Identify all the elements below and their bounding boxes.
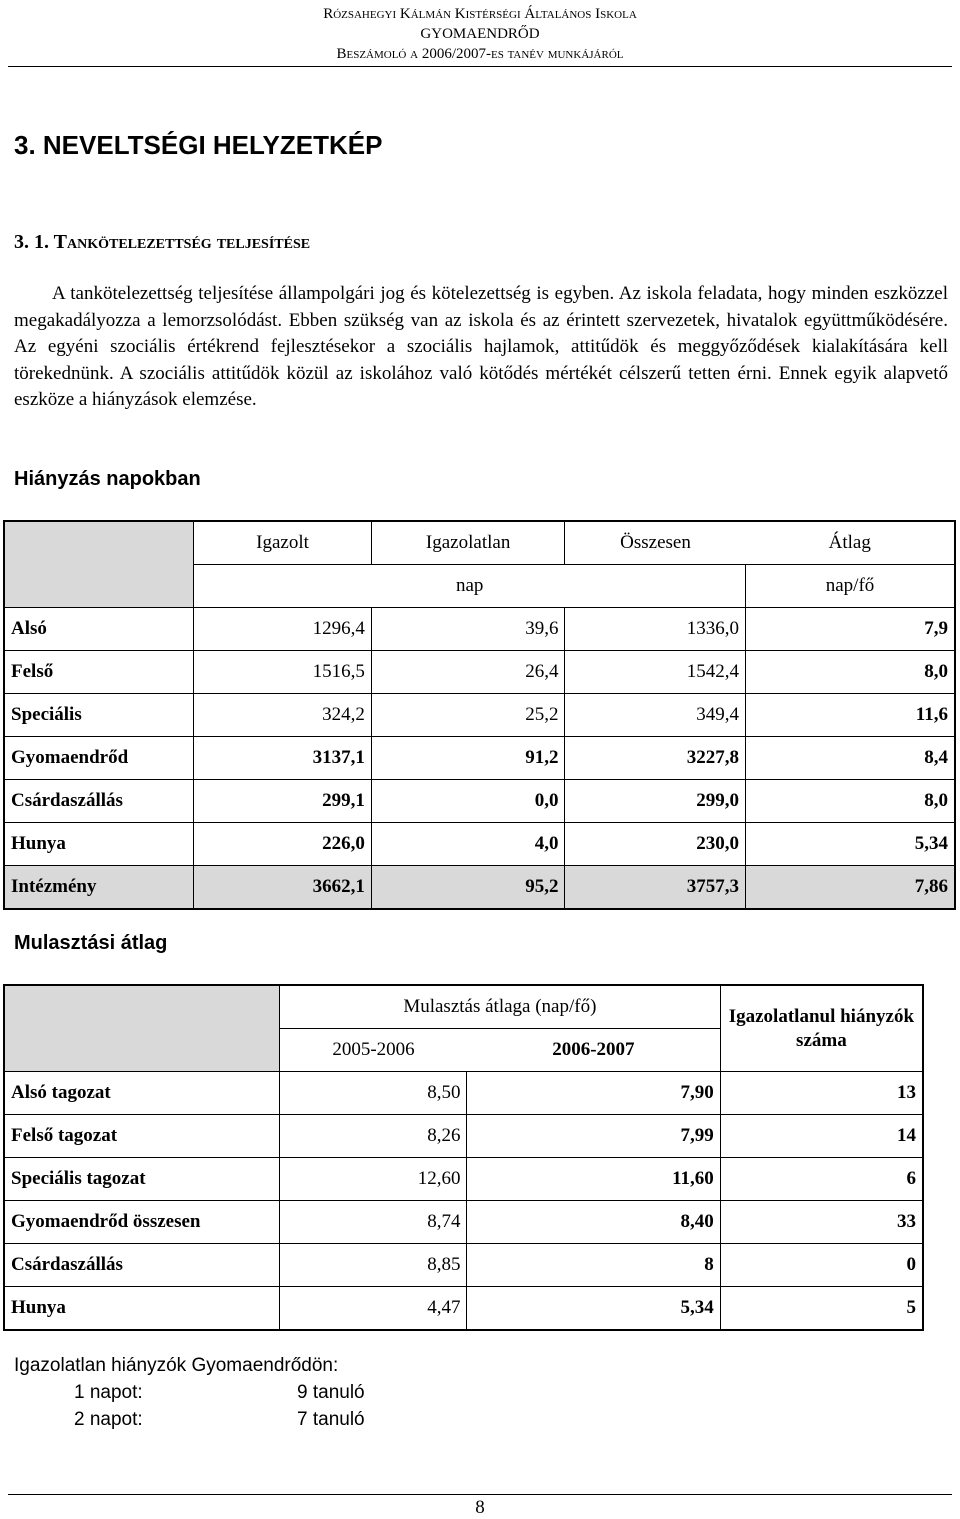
cell-2005-2006: 8,26	[279, 1115, 467, 1158]
cell-igazolt: 1296,4	[194, 608, 372, 651]
unit-header-nap-fo: nap/fő	[746, 565, 955, 608]
cell-2005-2006: 8,85	[279, 1244, 467, 1287]
cell-osszesen: 3227,8	[565, 737, 746, 780]
list-item	[14, 1406, 365, 1433]
cell-2006-2007: 11,60	[467, 1158, 720, 1201]
cell-atlag: 7,9	[746, 608, 955, 651]
row-label: Intézmény	[4, 866, 194, 910]
row-label: Hunya	[4, 823, 194, 866]
table-row	[4, 651, 955, 694]
absence-days-table	[3, 520, 956, 910]
row-label: Csárdaszállás	[4, 1244, 279, 1287]
intro-paragraph-text: A tankötelezettség teljesítése állampolgári jog és kötelezettség is egyben. Az iskola feladata, hogy minden eszközzel megakadályozza a lemorzsolódást. Ebben szükség van az iskola és az érintett szervezetek, hivatalok együttműködésére. Az egyéni szociális értékrend fejlesztésekor a szociális hajlamok, attitűdök és meggyőződések kialakítására kell törekednünk. A szociális attitűdök közül az iskolához való kötődés mértékét célszerű tetten érni. Ennek egyik alapvető eszköze a hiányzások elemzése.	[14, 283, 948, 410]
group-header: Mulasztás átlaga (nap/fő)	[403, 996, 597, 1017]
table-row	[4, 1158, 923, 1201]
absence-average-table	[3, 984, 924, 1331]
cell-osszesen: 1542,4	[565, 651, 746, 694]
row-label: Felső	[4, 651, 194, 694]
note-item-key: 1 napot:	[74, 1382, 143, 1403]
year-header-2006-2007: 2006-2007	[467, 1029, 720, 1072]
table-row	[4, 1115, 923, 1158]
cell-unexcused-count: 13	[720, 1072, 923, 1115]
cell-atlag: 8,0	[746, 651, 955, 694]
cell-igazolt: 226,0	[194, 823, 372, 866]
cell-2006-2007: 8,40	[467, 1201, 720, 1244]
col-header-igazolt: Igazolt	[194, 521, 372, 565]
section-title: 3. NEVELTSÉGI HELYZETKÉP	[14, 130, 383, 160]
cell-osszesen: 3757,3	[565, 866, 746, 910]
row-label: Alsó	[4, 608, 194, 651]
cell-igazolatlan: 25,2	[371, 694, 565, 737]
row-label: Speciális tagozat	[4, 1158, 279, 1201]
row-label: Felső tagozat	[4, 1115, 279, 1158]
page-number: 8	[475, 1497, 485, 1518]
cell-igazolt: 299,1	[194, 780, 372, 823]
subsection-title: 3. 1. Tankötelezettség teljesítése	[14, 231, 311, 253]
absence-table-title: Hiányzás napokban	[14, 468, 201, 490]
header-town: GYOMAENDRŐD	[420, 26, 540, 42]
cell-igazolt: 1516,5	[194, 651, 372, 694]
unit-header-nap: nap	[194, 565, 746, 608]
cell-unexcused-count: 33	[720, 1201, 923, 1244]
cell-2006-2007: 8	[467, 1244, 720, 1287]
footer-divider	[8, 1494, 952, 1495]
cell-atlag: 8,0	[746, 780, 955, 823]
col-header-igazolatlan: Igazolatlan	[371, 521, 565, 565]
col-header-osszesen: Összesen	[565, 521, 746, 565]
table-row	[4, 1244, 923, 1287]
avg-table-title: Mulasztási átlag	[14, 932, 168, 954]
cell-igazolatlan: 0,0	[371, 780, 565, 823]
cell-osszesen: 230,0	[565, 823, 746, 866]
year-header-2005-2006: 2005-2006	[279, 1029, 467, 1072]
cell-igazolt: 324,2	[194, 694, 372, 737]
cell-igazolatlan: 91,2	[371, 737, 565, 780]
cell-osszesen: 349,4	[565, 694, 746, 737]
cell-unexcused-count: 6	[720, 1158, 923, 1201]
header-divider	[8, 66, 952, 67]
cell-atlag: 7,86	[746, 866, 955, 910]
intro-paragraph	[14, 281, 948, 414]
note-title: Igazolatlan hiányzók Gyomaendrődön:	[14, 1355, 339, 1376]
cell-igazolt: 3137,1	[194, 737, 372, 780]
cell-igazolt: 3662,1	[194, 866, 372, 910]
table-header-row	[4, 985, 923, 1029]
table-row	[4, 1072, 923, 1115]
table-row	[4, 1201, 923, 1244]
note-item-value: 7 tanuló	[297, 1409, 365, 1430]
row-label: Csárdaszállás	[4, 780, 194, 823]
cell-2006-2007: 5,34	[467, 1287, 720, 1331]
table-row	[4, 694, 955, 737]
cell-osszesen: 299,0	[565, 780, 746, 823]
cell-atlag: 5,34	[746, 823, 955, 866]
cell-2005-2006: 8,50	[279, 1072, 467, 1115]
row-label: Gyomaendrőd	[4, 737, 194, 780]
cell-2006-2007: 7,99	[467, 1115, 720, 1158]
cell-atlag: 11,6	[746, 694, 955, 737]
table-row-total	[4, 866, 955, 910]
row-label: Gyomaendrőd összesen	[4, 1201, 279, 1244]
cell-igazolatlan: 26,4	[371, 651, 565, 694]
cell-atlag: 8,4	[746, 737, 955, 780]
table-row	[4, 1287, 923, 1331]
table-row	[4, 608, 955, 651]
list-item	[14, 1379, 365, 1406]
note-item-value: 9 tanuló	[297, 1382, 365, 1403]
table-header-row	[4, 521, 955, 565]
col-header-atlag: Átlag	[746, 521, 955, 565]
cell-2005-2006: 12,60	[279, 1158, 467, 1201]
row-label: Speciális	[4, 694, 194, 737]
table-row	[4, 780, 955, 823]
cell-osszesen: 1336,0	[565, 608, 746, 651]
unexcused-note	[14, 1352, 365, 1433]
cell-2005-2006: 8,74	[279, 1201, 467, 1244]
table-row	[4, 823, 955, 866]
cell-unexcused-count: 5	[720, 1287, 923, 1331]
note-item-key: 2 napot:	[74, 1409, 143, 1430]
unexcused-count-header: Igazolatlanul hiányzók száma	[720, 985, 923, 1072]
cell-igazolatlan: 95,2	[371, 866, 565, 910]
page-header	[0, 4, 960, 64]
row-label: Alsó tagozat	[4, 1072, 279, 1115]
cell-unexcused-count: 14	[720, 1115, 923, 1158]
cell-unexcused-count: 0	[720, 1244, 923, 1287]
table-row	[4, 737, 955, 780]
cell-igazolatlan: 39,6	[371, 608, 565, 651]
row-label: Hunya	[4, 1287, 279, 1331]
cell-2005-2006: 4,47	[279, 1287, 467, 1331]
header-school-name: Rózsahegyi Kálmán Kistérségi Általános Iskola	[323, 6, 637, 22]
cell-2006-2007: 7,90	[467, 1072, 720, 1115]
header-report-title: Beszámoló a 2006/2007-es tanév munkájáról	[336, 46, 624, 62]
cell-igazolatlan: 4,0	[371, 823, 565, 866]
